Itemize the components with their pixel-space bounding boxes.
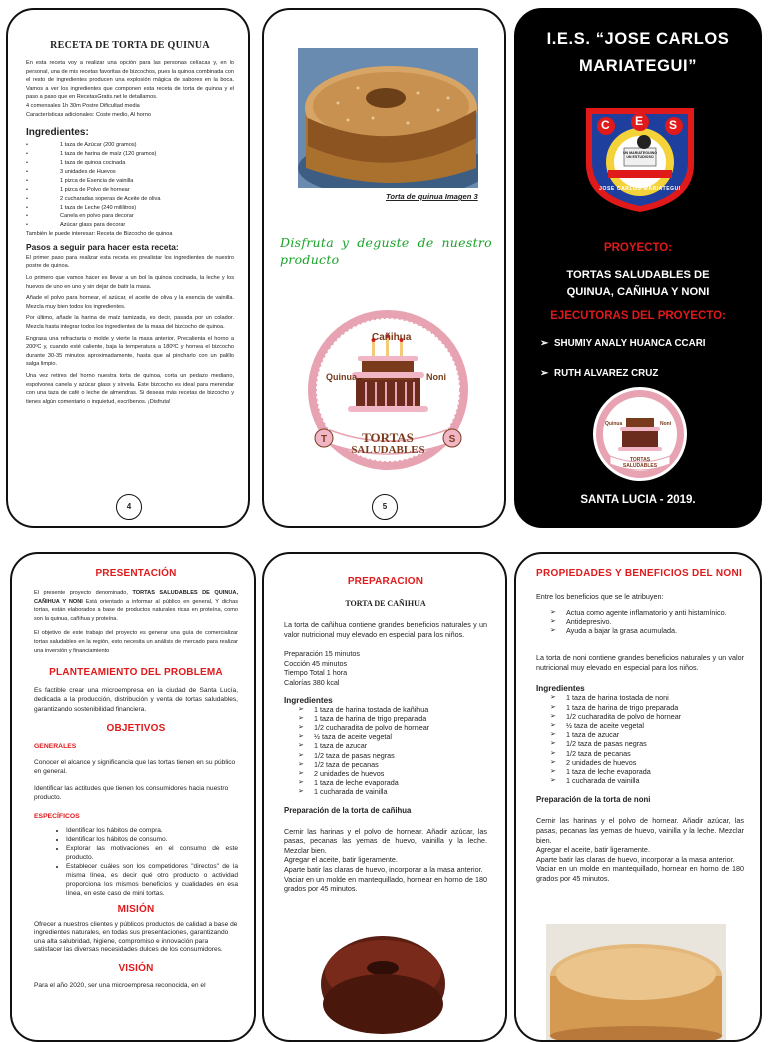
arrow-icon: ➢ (540, 338, 549, 349)
list-item: ➢ 1 taza de leche evaporada (536, 767, 744, 776)
list-item: • 2 cucharadas soperas de Aceite de oliva (26, 195, 234, 204)
also-interest: También le puede interesar: Receta de Bizcocho de quinoa (26, 231, 173, 238)
list-item: • Canela en polvo para decorar (26, 212, 234, 221)
step-paragraph: Lo primero que vamos hacer es llevar a un bol la quinoa cocinada, la leche y los huevos de uno en uno y sin dejar de batir la masa. (26, 275, 234, 290)
logo-word-noni: Noni (426, 372, 446, 382)
list-item: ➢ 1 taza de harina de trigo preparada (284, 714, 487, 723)
canihua-ingredients-list (284, 705, 487, 797)
step-paragraph: Añade el polvo para hornear, el azúcar, el aceite de oliva y la esencia de vainilla. Mezcla muy bien todos los ingredientes. (26, 295, 234, 310)
presentation-panel (10, 552, 256, 1042)
executor-2 (540, 366, 750, 381)
list-item: • Establecer cuáles son los competidores "directos" de la misma línea, es decir qué otro producto o actividad proporciona los mismos beneficios y cualidades en esa línea, en este caso de mini tortas. (66, 862, 238, 898)
benefits-list (536, 608, 744, 636)
photo-caption: Torta de quinua Imagen 3 (386, 192, 478, 201)
cover-logo (592, 386, 688, 482)
step-paragraph: Una vez retires del horno nuestra torta de quinoa, corta un pedazo mediano, espolvorea canela y azúcar glass y sírvela. Este bizcocho es ideal para merendar con una taza de café o leche de almendras. Si deseas más recetas de bizcocho y tienes algún comentario o inquietud, escríbenos. ¡Disfruta! (26, 372, 234, 405)
project-name-bold: TORTAS SALUDABLES DE QUINUA, CAÑIHUA Y NONI (34, 590, 238, 605)
list-item: ➢ 1 taza de leche evaporada (284, 778, 487, 787)
list-item: ➢ 1 taza de harina de trigo preparada (536, 703, 744, 712)
list-item: • 1 pizca de Esencia de vainilla (26, 177, 234, 186)
canihua-subheading: TORTA DE CAÑIHUA (345, 599, 426, 608)
step-paragraph: Engrasa una refractaria o molde y vierte la masa anterior. Precalienta el horno a 200ºC y, cuando esté caliente, baja la temperatura a 180ºC y hornea el bizcocho durante 30-35 minutos aproximadamente, hasta que al pincharlo con un palillo salga limpio. (26, 335, 234, 368)
executors-label: EJECUTORAS DEL PROYECTO: (550, 310, 726, 322)
list-item: ➢ 2 unidades de huevos (536, 758, 744, 767)
step-paragraph: Aparte batir las claras de huevo, incorporar a la masa anterior. (284, 864, 483, 874)
project-label: PROYECTO: (603, 242, 673, 254)
recipe-title: RECETA DE TORTA DE QUINUA (50, 40, 210, 51)
page-number: 4 (116, 494, 142, 520)
page-4-panel (6, 8, 250, 528)
noni-ingredients-heading: Ingredientes (536, 684, 585, 694)
list-item: ➢ Ayuda a bajar la grasa acumulada. (536, 626, 744, 635)
step-paragraph: Vaciar en un molde en mantequillado, hornear en horno de 180 grados por 45 minutos. (284, 874, 487, 894)
noni-prep-heading: Preparación de la torta de noni (536, 795, 651, 805)
executor-name: RUTH ALVAREZ CRUZ (554, 368, 659, 379)
ingredients-list (26, 141, 234, 230)
canihua-intro: La torta de cañihua contiene grandes beneficios naturales y un valor nutricional muy elevado en especial para los niños. (284, 620, 487, 639)
list-item: • Identificar los hábitos de compra. (66, 826, 238, 835)
step-paragraph: Vaciar en un molde en mantequillado, hornear en horno de 180 grados por 45 minutos. (536, 864, 744, 883)
list-item: ➢ 1 taza de harina tostada de noni (536, 693, 744, 702)
crest-arc-text: JOSE CARLOS MARIATEGUI (599, 186, 681, 192)
time-2: Cocción 45 minutos (284, 658, 348, 668)
recipe-meta-2: Características adicionales: Coste medio, Al horno (26, 111, 151, 118)
canihua-cake-photo (318, 924, 448, 1042)
cover-logo-noni: Noni (660, 421, 672, 427)
time-4: Calorías 380 kcal (284, 677, 340, 687)
cover-panel (514, 8, 762, 528)
list-item: • 1 taza de quinoa cocinada (26, 159, 234, 168)
mission-heading: MISIÓN (117, 903, 155, 915)
place-year: SANTA LUCIA - 2019. (580, 494, 696, 506)
benefits-intro: Entre los beneficios que se le atribuyen: (536, 592, 664, 601)
list-item: ➢ 1/2 cucharadita de polvo de hornear (284, 723, 487, 732)
canihua-prep-heading: Preparación de la torta de cañihua (284, 805, 412, 815)
school-name: I.E.S. “JOSE CARLOS MARIATEGUI” (546, 30, 730, 75)
list-item: ➢ 1 taza de azucar (284, 741, 487, 750)
list-item: ➢ 1 taza de azucar (536, 730, 744, 739)
general-objective-1: Conocer el alcance y significancia que las tortas tienen en su público en general. (34, 758, 236, 775)
page-5-panel (262, 8, 506, 528)
list-item: ➢ 1/2 taza de pasas negras (536, 739, 744, 748)
general-heading: GENERALES (34, 742, 77, 750)
preparation-heading: PREPARACION (347, 576, 424, 587)
ingredients-heading: Ingredientes: (26, 127, 89, 139)
properties-heading: PROPIEDADES Y BENEFICIOS DEL NONI (536, 568, 743, 579)
step-paragraph: Agregar el aceite, batir ligeramente. (284, 855, 398, 865)
svg-text:T: T (320, 434, 328, 445)
executor-name: SHUMIY ANALY HUANCA CCARI (554, 338, 706, 349)
presentation-heading: PRESENTACIÓN (95, 568, 177, 579)
specific-heading: ESPECÍFICOS (34, 812, 80, 820)
quinoa-cake-photo (298, 48, 478, 188)
logo-word-tortas: TORTAS (362, 430, 414, 445)
list-item: • 1 taza de Leche (240 mililitros) (26, 204, 234, 213)
specific-list (34, 826, 238, 898)
executor-1 (540, 336, 750, 351)
steps-heading: Pasos a seguir para hacer esta receta: (26, 241, 179, 252)
crest-book-motto: UN MARIATEGUINO UN ESTUDIOSO (622, 151, 658, 160)
arrow-icon: ➢ (540, 368, 549, 379)
list-item: • 1 pizca de Polvo de hornear (26, 186, 234, 195)
list-item: ➢ 1/2 cucharadita de polvo de hornear (536, 712, 744, 721)
problem-text: Es factible crear una microempresa en la ciudad de Santa Lucía, dedicada a la producción, distribución y venta de tortas saludables, garantizando sostenibilidad financiera. (34, 687, 238, 713)
project-name: TORTAS SALUDABLES DE QUINUA, CAÑIHUA Y NONI (566, 269, 710, 298)
crest-letter-s: S (669, 118, 678, 132)
list-item: • 3 unidades de Huevos (26, 168, 234, 177)
logo-word-canihua: Cañihua (372, 332, 412, 343)
slogan: Disfruta y deguste de nuestro producto (280, 235, 492, 267)
list-item: ➢ 1/2 taza de pecanas (536, 749, 744, 758)
presentation-paragraph-1 (34, 589, 238, 623)
list-item: • Azúcar glass para decorar (26, 221, 234, 230)
time-3: Tiempo Total 1 hora (284, 668, 348, 678)
list-item: ➢ 2 unidades de huevos (284, 769, 487, 778)
step-paragraph: Agregar el aceite, batir ligeramente. (536, 845, 650, 855)
step-paragraph: Aparte batir las claras de huevo, incorporar a la masa anterior. (536, 854, 735, 864)
recipe-intro: En esta receta voy a realizar una opción para las personas celíacas y, en lo personal, una de mis recetas favoritas de bizcochos, pues la quinoa combinada con el resto de ingredientes producen una explosión mágica de sabores en la boca. Vamos a ver los ingredientes que componen esta receta de torta de quinoa y el paso a paso que en RecetasGratis.net le detallamos. (26, 60, 234, 101)
objectives-heading: OBJETIVOS (106, 722, 166, 734)
canihua-ingredients-heading: Ingredientes (284, 695, 333, 705)
list-item: ➢ 1 taza de harina tostada de kañihua (284, 705, 487, 714)
properties-panel (514, 552, 762, 1042)
list-item: ➢ Antidepresivo. (536, 617, 744, 626)
list-item: ➢ 1 cucharada de vainilla (536, 776, 744, 785)
time-1: Preparación 15 minutos (284, 649, 360, 659)
recipe-meta-1: 4 comensales 1h 30m Postre Dificultad media (26, 102, 140, 109)
crest-letter-c: C (601, 118, 610, 132)
logo-word-saludables: SALUDABLES (351, 444, 425, 456)
cover-logo-bottom: TORTAS SALUDABLES (622, 457, 658, 469)
vision-heading: VISIÓN (118, 962, 154, 974)
presentation-paragraph-2: El objetivo de este trabajo del proyecto es generar una guía de comercializar tortas saludables en la región, esto necesita un análisis de mercado para realizar una inversión y financiamiento (34, 630, 238, 654)
list-item: ➢ 1/2 taza de pecanas (284, 760, 487, 769)
list-item: • 1 taza de Azúcar (200 gramos) (26, 141, 234, 150)
list-item: • Explorar las motivaciones en el consumo de este producto. (66, 844, 238, 862)
list-item: ➢ 1 cucharada de vainilla (284, 787, 487, 796)
problem-heading: PLANTEAMIENTO DEL PROBLEMA (49, 667, 223, 679)
noni-ingredients-list (536, 693, 744, 785)
list-item: ➢ 1/2 taza de pasas negras (284, 751, 487, 760)
logo-word-quinua: Quinua (326, 372, 357, 382)
list-item: ➢ ½ taza de aceite vegetal (536, 721, 744, 730)
noni-intro: La torta de noni contiene grandes beneficios naturales y un valor nutricional muy elevado en especial para los niños. (536, 653, 744, 672)
step-paragraph: Cernir las harinas y el polvo de hornear. Añadir azúcar, las pasas, pecanas las yemas de huevo, vainilla y la leche. Mezclar bien. (284, 826, 487, 855)
preparation-panel (262, 552, 507, 1042)
crest-letter-e: E (635, 114, 644, 128)
page-number: 5 (372, 494, 398, 520)
tortas-saludables-logo (294, 302, 482, 472)
step-paragraph: El primer paso para realizar esta receta es prealistar los ingredientes de nuestro postre de quinoa. (26, 254, 234, 270)
step-paragraph: Cernir las harinas y el polvo de hornear. Añadir azúcar, las pasas, pecanas las yemas de huevo, vainilla y la leche. Mezclar bien. (536, 816, 744, 845)
list-item: ➢ ½ taza de aceite vegetal (284, 732, 487, 741)
list-item: • 1 taza de harina de maíz (120 gramos) (26, 150, 234, 159)
general-objective-2: Identificar las actitudes que tienen los consumidores hacia nuestro producto. (34, 785, 229, 802)
vision-text: Para el año 2020, ser una microempresa reconocida, en el (34, 981, 206, 989)
step-paragraph: Por último, añade la harina de maíz tamizada, es decir, pasada por un colador. Mezcla hasta integrar todos los ingredientes de la masa del bizcocho de quinoa. (26, 315, 234, 330)
list-item: • Identificar los hábitos de consumo. (66, 835, 238, 844)
list-item: ➢ Actua como agente inflamatorio y anti histamínico. (536, 608, 744, 617)
svg-text:S: S (448, 434, 456, 445)
school-crest (582, 104, 698, 214)
mission-text: Ofrecer a nuestros clientes y públicos productos de calidad a base de ingredientes naturales, en todas sus presentaciones, garantizando una alta salubridad, higiene, compromiso e innovación para satisfacer las diversas necesidades dulces de los consumidores. (34, 920, 238, 954)
noni-cake-photo (546, 924, 726, 1042)
text-run: Está orientado a informar al público en general, Y dichas tortas, están elaborados a base de productos naturales ricas en proteína, como son la quinua, cañihua y proteína. (34, 598, 238, 622)
text-run: El presente proyecto denominado, (34, 590, 133, 596)
cover-logo-quinua: Quinua (605, 421, 623, 427)
